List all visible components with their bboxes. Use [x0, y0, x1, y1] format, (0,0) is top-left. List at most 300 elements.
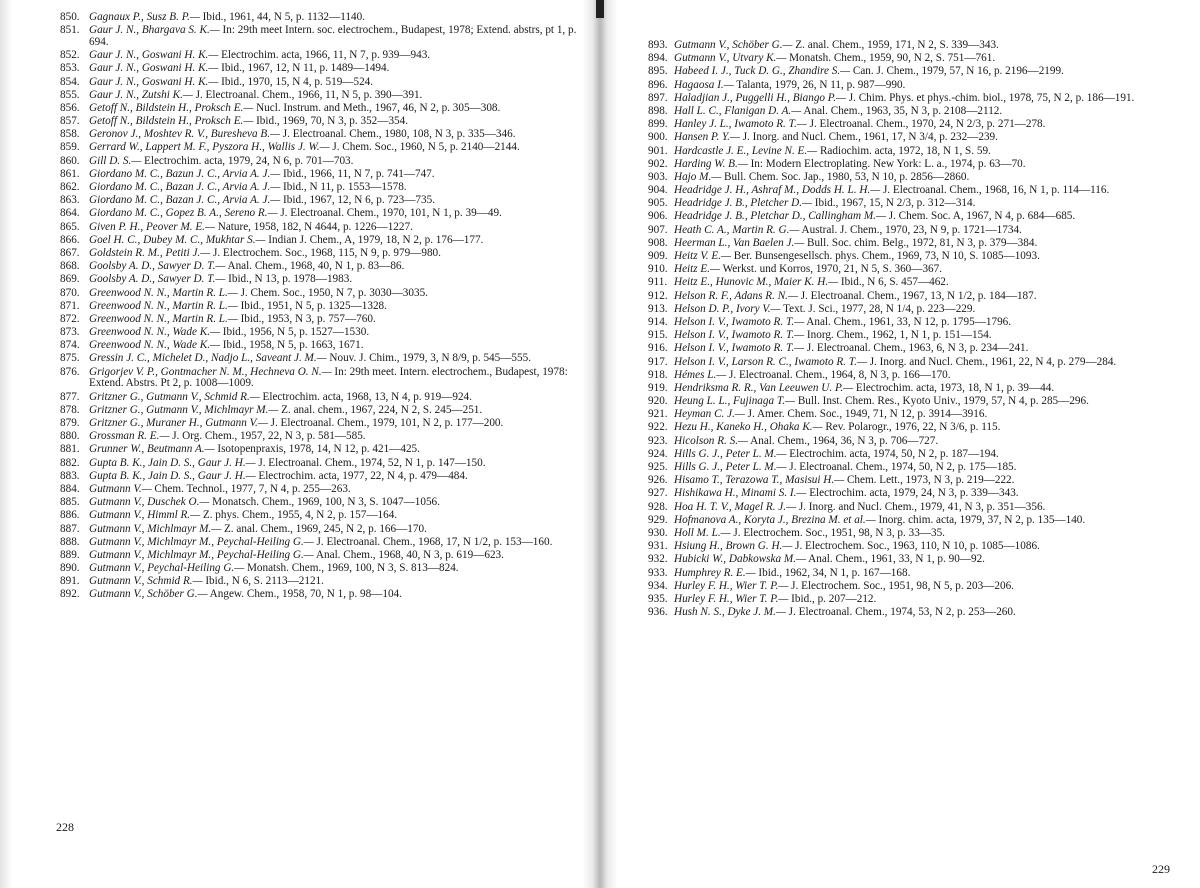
- reference-number: 899.: [648, 118, 668, 131]
- reference-entry: [648, 396, 1178, 408]
- reference-body: [674, 568, 1178, 580]
- reference-number: 862.: [60, 181, 80, 194]
- right-page-number: 229: [1152, 862, 1170, 876]
- reference-authors: Goolsby A. D., Sawyer D. T.—: [89, 260, 226, 273]
- reference-number: 926.: [648, 474, 668, 487]
- reference-number: 919.: [648, 381, 668, 394]
- reference-body: [89, 63, 580, 75]
- reference-entry: [648, 119, 1178, 131]
- reference-authors: Hall L. C., Flanigan D. A.—: [674, 104, 802, 117]
- reference-number: 855.: [60, 88, 80, 101]
- reference-entry: [648, 146, 1178, 158]
- reference-number: 904.: [648, 184, 668, 197]
- reference-source: Ibid., 1967, 12, N 11, p. 1489—1494.: [218, 62, 390, 75]
- reference-body: [89, 340, 580, 352]
- reference-body: [674, 264, 1178, 276]
- reference-source: Electrochim. acta, 1966, 11, N 7, p. 939—943.: [218, 49, 431, 62]
- reference-authors: Gressin J. C., Michelet D., Nadjo L., Saveant J. M.—: [89, 352, 327, 365]
- reference-number: 906.: [648, 210, 668, 223]
- reference-source: J. Inorg. and Nucl. Chem., 1961, 22, N 4, p. 279—284.: [866, 355, 1117, 368]
- reference-entry: [648, 277, 1178, 289]
- reference-body: [89, 444, 580, 456]
- reference-authors: Greenwood N. N., Wade K.—: [89, 339, 220, 352]
- reference-source: Ibid., N 13, p. 1978—1983.: [225, 273, 353, 286]
- reference-authors: Grigorjev V. P., Gontmacher N. M., Hechneva O. N.—: [89, 365, 332, 378]
- reference-number: 885.: [60, 496, 80, 509]
- reference-source: J. Amer. Chem. Soc., 1949, 71, N 12, p. 3914—3916.: [744, 408, 988, 421]
- reference-number: 890.: [60, 562, 80, 575]
- reference-body: [89, 301, 580, 313]
- reference-entry: [648, 93, 1178, 105]
- reference-source: Indian J. Chem., A, 1979, 18, N 2, p. 176—177.: [265, 233, 484, 246]
- reference-authors: Hezu H., Kaneko H., Ohaka K.—: [674, 421, 823, 434]
- reference-number: 918.: [648, 368, 668, 381]
- reference-source: J. Electroanal. Chem., 1979, 101, N 2, p. 177—200.: [267, 417, 504, 430]
- reference-source: Monatsh. Chem., 1969, 100, N 3, S. 813—824.: [244, 562, 459, 575]
- reference-body: [89, 327, 580, 339]
- reference-source: Anal. Chem., 1968, 40, N 3, p. 619—623.: [313, 548, 504, 561]
- reference-entry: [60, 12, 580, 24]
- reference-body: [89, 235, 580, 247]
- reference-source: Ibid., 1956, N 5, p. 1527—1530.: [219, 326, 370, 339]
- reference-body: [89, 129, 580, 141]
- reference-source: Text. J. Sci., 1977, 28, N 1/4, p. 223—229.: [780, 302, 976, 315]
- reference-entry: [648, 462, 1178, 474]
- reference-authors: Hurley F. H., Wier T. P.—: [674, 592, 789, 605]
- reference-authors: Hanley J. L., Iwamoto R. T.—: [674, 118, 807, 131]
- reference-number: 920.: [648, 395, 668, 408]
- reference-entry: [60, 563, 580, 575]
- reference-authors: Goel H. C., Dubey M. C., Mukhtar S.—: [89, 233, 266, 246]
- reference-source: J. Electroanal. Chem., 1974, 50, N 2, p. 175—185.: [786, 461, 1017, 473]
- reference-body: [674, 146, 1178, 158]
- reference-number: 878.: [60, 403, 80, 416]
- reference-body: [674, 172, 1178, 184]
- reference-entry: [648, 607, 1178, 619]
- reference-source: Ibid., p. 207—212.: [788, 592, 877, 605]
- reference-number: 903.: [648, 170, 668, 183]
- reference-authors: Humphrey R. E.—: [674, 566, 756, 579]
- reference-entry: [648, 264, 1178, 276]
- reference-entry: [60, 431, 580, 443]
- reference-number: 860.: [60, 154, 80, 167]
- reference-entry: [60, 77, 580, 89]
- reference-body: [674, 515, 1178, 527]
- reference-body: [89, 418, 580, 430]
- reference-number: 854.: [60, 75, 80, 88]
- reference-entry: [648, 594, 1178, 606]
- reference-entry: [648, 304, 1178, 316]
- reference-entry: [648, 238, 1178, 250]
- reference-entry: [60, 550, 580, 562]
- reference-body: [674, 475, 1178, 487]
- reference-authors: Gutmann V., Schöber G.—: [674, 39, 793, 51]
- reference-number: 892.: [60, 588, 80, 601]
- reference-body: [89, 353, 580, 365]
- reference-number: 887.: [60, 522, 80, 535]
- reference-source: Inorg. chim. acta, 1979, 37, N 2, p. 135—140.: [875, 513, 1086, 526]
- reference-source: J. Electrochem. Soc., 1951, 98, N 5, p. 203—206.: [788, 579, 1014, 592]
- reference-entry: [60, 576, 580, 588]
- reference-authors: Helson I. V., Iwamoto R. T.—: [674, 342, 805, 355]
- reference-authors: Greenwood N. N., Martin R. L.—: [89, 312, 238, 325]
- reference-entry: [60, 458, 580, 470]
- reference-source: J. Chem. Soc. A, 1967, N 4, p. 684—685.: [885, 210, 1076, 223]
- reference-number: 871.: [60, 299, 80, 312]
- reference-source: Bull. Soc. chim. Belg., 1972, 81, N 3, p. 379—384.: [804, 236, 1038, 249]
- reference-authors: Hush N. S., Dyke J. M.—: [674, 606, 786, 619]
- reference-body: [674, 40, 1178, 52]
- reference-body: [89, 484, 580, 496]
- reference-body: [89, 12, 580, 24]
- reference-number: 880.: [60, 430, 80, 443]
- reference-number: 884.: [60, 482, 80, 495]
- reference-entry: [648, 488, 1178, 500]
- reference-authors: Gutmann V., Michlmayr M., Peychal-Heiling G.—: [89, 548, 314, 561]
- reference-authors: Gutmann V., Schmid R.—: [89, 575, 203, 588]
- reference-body: [674, 93, 1178, 105]
- reference-authors: Gaur J. N., Goswani H. K.—: [89, 62, 219, 75]
- reference-body: [674, 66, 1178, 78]
- reference-source: Electrochim. acta, 1973, 18, N 1, p. 39—44.: [853, 381, 1055, 394]
- reference-entry: [60, 235, 580, 247]
- reference-source: Ibid., 1967, 12, N 6, p. 723—735.: [280, 194, 435, 207]
- reference-authors: Gaur J. N., Bhargava S. K.—: [89, 24, 220, 37]
- reference-body: [674, 211, 1178, 223]
- reference-source: J. Chem. Soc., 1960, N 5, p. 2140—2144.: [329, 141, 520, 154]
- reference-body: [674, 159, 1178, 171]
- reference-number: 891.: [60, 575, 80, 588]
- reference-source: In: 29th meet Intern. soc. electrochem., Budapest, 1978; Extend. abstrs, pt 1, p. 694.: [89, 24, 577, 48]
- reference-source: Z. anal. chem., 1967, 224, N 2, S. 245—251.: [278, 403, 483, 416]
- reference-number: 867.: [60, 246, 80, 259]
- reference-source: Ibid., 1962, 34, N 1, p. 167—168.: [755, 566, 911, 579]
- reference-authors: Gritzner G., Gutmann V., Michlmayr M.—: [89, 403, 279, 416]
- reference-body: [674, 80, 1178, 92]
- reference-body: [674, 277, 1178, 289]
- reference-authors: Heung L. L., Fujinaga T.—: [674, 395, 796, 408]
- reference-body: [674, 488, 1178, 500]
- reference-source: Radiochim. acta, 1972, 18, N 1, S. 59.: [817, 144, 991, 157]
- reference-body: [89, 288, 580, 300]
- reference-entry: [648, 80, 1178, 92]
- reference-number: 856.: [60, 101, 80, 114]
- reference-entry: [648, 185, 1178, 197]
- reference-authors: Hajo M.—: [674, 170, 722, 183]
- reference-entry: [60, 405, 580, 417]
- reference-body: [89, 156, 580, 168]
- reference-authors: Goldstein R. M., Petiti J.—: [89, 246, 211, 259]
- reference-authors: Helson R. F., Adans R. N.—: [674, 289, 798, 302]
- reference-authors: Geronov J., Moshtev R. V., Buresheva B.—: [89, 128, 280, 141]
- reference-entry: [60, 63, 580, 75]
- reference-body: [89, 563, 580, 575]
- reference-number: 916.: [648, 342, 668, 355]
- reference-authors: Gaur J. N., Zutshi K.—: [89, 88, 193, 101]
- reference-authors: Gill D. S.—: [89, 154, 142, 167]
- reference-authors: Hoa H. T. V., Magel R. J.—: [674, 500, 797, 513]
- reference-source: J. Electroanal. Chem., 1980, 108, N 3, p. 335—346.: [279, 128, 516, 141]
- reference-body: [89, 169, 580, 181]
- reference-entry: [648, 436, 1178, 448]
- reference-body: [89, 367, 580, 391]
- reference-number: 864.: [60, 207, 80, 220]
- reference-number: 870.: [60, 286, 80, 299]
- reference-number: 857.: [60, 115, 80, 128]
- reference-source: J. Chim. Phys. et phys.-chim. biol., 1978, 75, N 2, p. 186—191.: [845, 91, 1135, 104]
- reference-source: Ibid., 1953, N 3, p. 757—760.: [237, 312, 376, 325]
- reference-authors: Given P. H., Peover M. E.—: [89, 220, 215, 233]
- reference-number: 883.: [60, 469, 80, 482]
- reference-source: J. Electroanal. Chem., 1974, 53, N 2, p. 253—260.: [785, 606, 1016, 619]
- reference-body: [89, 261, 580, 273]
- reference-body: [674, 357, 1178, 369]
- reference-body: [674, 304, 1178, 316]
- reference-entry: [648, 172, 1178, 184]
- reference-authors: Greenwood N. N., Wade K.—: [89, 326, 220, 339]
- reference-number: 866.: [60, 233, 80, 246]
- reference-authors: Gutmann V., Schöber G.—: [89, 588, 208, 601]
- reference-source: Isotopenpraxis, 1978, 14, N 12, p. 421—425.: [214, 443, 420, 456]
- reference-body: [674, 317, 1178, 329]
- reference-body: [674, 528, 1178, 540]
- reference-source: Inorg. Chem., 1962, 1, N 1, p. 151—154.: [804, 329, 992, 342]
- reference-body: [674, 251, 1178, 263]
- reference-authors: Heitz V. E.—: [674, 250, 731, 262]
- reference-number: 897.: [648, 91, 668, 104]
- reference-authors: Hofmanova A., Koryta J., Brezina M. et al.—: [674, 513, 876, 526]
- reference-body: [89, 576, 580, 588]
- reference-source: Electrochim. acta, 1968, 13, N 4, p. 919—924.: [259, 390, 472, 403]
- right-reference-list: [602, 40, 1200, 620]
- reference-body: [89, 90, 580, 102]
- reference-entry: [60, 340, 580, 352]
- reference-entry: [60, 169, 580, 181]
- reference-authors: Headridge J. H., Ashraf M., Dodds H. L. H.—: [674, 184, 881, 197]
- reference-authors: Hishikawa H., Minami S. I.—: [674, 487, 807, 500]
- reference-authors: Hansen P. Y.—: [674, 131, 740, 144]
- right-page: [602, 0, 1200, 888]
- reference-source: Anal. Chem., 1963, 35, N 3, p. 2108—2112.: [801, 104, 1003, 117]
- reference-source: J. Electroanal. Chem., 1970, 24, N 2/3, p. 271—278.: [806, 118, 1046, 131]
- reference-body: [89, 248, 580, 260]
- reference-authors: Gupta B. K., Jain D. S., Gaur J. H.—: [89, 456, 256, 469]
- reference-source: Electrochim. acta, 1979, 24, N 3, p. 339—343.: [806, 487, 1019, 500]
- reference-entry: [60, 471, 580, 483]
- reference-source: Bull. Inst. Chem. Res., Kyoto Univ., 1979, 57, N 4, p. 285—296.: [795, 395, 1089, 408]
- reference-body: [89, 142, 580, 154]
- reference-entry: [60, 261, 580, 273]
- reference-entry: [648, 53, 1178, 65]
- reference-source: J. Electrochem. Soc., 1951, 98, N 3, p. 33—35.: [730, 526, 945, 539]
- reference-source: Z. anal. Chem., 1969, 245, N 2, p. 166—170.: [221, 522, 427, 535]
- reference-body: [89, 497, 580, 509]
- reference-number: 908.: [648, 236, 668, 249]
- reference-body: [89, 524, 580, 536]
- reference-number: 935.: [648, 592, 668, 605]
- reference-source: Rev. Polarogr., 1976, 22, N 3/6, p. 115.: [822, 421, 1001, 434]
- reference-body: [674, 502, 1178, 514]
- reference-authors: Gutmann V., Utvary K.—: [674, 52, 787, 65]
- reference-body: [674, 541, 1178, 553]
- reference-source: J. Electroanal. Chem., 1963, 6, N 3, p. 234—241.: [804, 342, 1029, 355]
- reference-body: [89, 208, 580, 220]
- reference-body: [674, 53, 1178, 65]
- reference-body: [674, 554, 1178, 566]
- reference-authors: Gutmann V.—: [89, 482, 152, 495]
- reference-source: Anal. Chem., 1961, 33, N 12, p. 1795—1796.: [804, 315, 1012, 328]
- reference-authors: Giordano M. C., Gopez B. A., Sereno R.—: [89, 207, 278, 220]
- reference-number: 888.: [60, 535, 80, 548]
- reference-source: Electrochim. acta, 1979, 24, N 6, p. 701—703.: [141, 154, 354, 167]
- reference-entry: [648, 211, 1178, 223]
- reference-number: 912.: [648, 289, 668, 302]
- reference-body: [89, 471, 580, 483]
- reference-number: 932.: [648, 553, 668, 566]
- reference-body: [89, 458, 580, 470]
- reference-entry: [60, 444, 580, 456]
- reference-body: [89, 314, 580, 326]
- reference-authors: Hubicki W., Dabkowska M.—: [674, 553, 806, 566]
- reference-body: [89, 589, 580, 601]
- reference-number: 889.: [60, 548, 80, 561]
- reference-entry: [60, 484, 580, 496]
- reference-body: [674, 370, 1178, 382]
- reference-authors: Holl M. L.—: [674, 526, 731, 539]
- reference-authors: Greenwood N. N., Martin R. L.—: [89, 299, 238, 312]
- reference-entry: [60, 116, 580, 128]
- reference-number: 886.: [60, 509, 80, 522]
- reference-entry: [60, 208, 580, 220]
- reference-body: [674, 436, 1178, 448]
- reference-authors: Grunner W., Beutmann A.—: [89, 443, 215, 456]
- reference-source: Ibid., 1967, 15, N 2/3, p. 312—314.: [811, 197, 976, 210]
- reference-source: J. Electroanal. Chem., 1968, 17, N 1/2, p. 153—160.: [313, 535, 553, 548]
- reference-body: [674, 343, 1178, 355]
- reference-number: 907.: [648, 223, 668, 236]
- reference-number: 910.: [648, 263, 668, 276]
- reference-authors: Heyman C. J.—: [674, 408, 745, 421]
- reference-number: 868.: [60, 260, 80, 273]
- reference-number: 874.: [60, 339, 80, 352]
- reference-source: J. Electroanal. Chem., 1974, 52, N 1, p. 147—150.: [255, 456, 486, 469]
- reference-number: 853.: [60, 62, 80, 75]
- reference-authors: Gutmann V., Michlmayr M., Peychal-Heiling G.—: [89, 535, 314, 548]
- reference-source: Ibid., N 11, p. 1553—1578.: [280, 181, 407, 194]
- reference-entry: [60, 301, 580, 313]
- reference-authors: Hendriksma R. R., Van Leeuwen U. P.—: [674, 381, 854, 394]
- reference-number: 863.: [60, 194, 80, 207]
- reference-entry: [648, 132, 1178, 144]
- reference-number: 924.: [648, 447, 668, 460]
- reference-body: [674, 198, 1178, 210]
- reference-source: Ibid., 1961, 44, N 5, p. 1132—1140.: [199, 11, 365, 23]
- reference-source: Ibid., 1966, 11, N 7, p. 741—747.: [280, 167, 435, 180]
- reference-authors: Gaur J. N., Goswani H. K.—: [89, 49, 219, 62]
- reference-authors: Hicolson R. S.—: [674, 434, 748, 447]
- reference-source: Ibid., N 6, S. 2113—2121.: [202, 575, 324, 588]
- reference-number: 915.: [648, 329, 668, 342]
- reference-body: [674, 581, 1178, 593]
- reference-source: J. Electroanal. Chem., 1966, 11, N 5, p. 390—391.: [192, 88, 423, 101]
- reference-body: [674, 291, 1178, 303]
- reference-entry: [60, 314, 580, 326]
- reference-source: In: 29th meet. Intern. electrochem., Budapest, 1978: Extend. Abstrs. Pt 2, p. 1008—1009.: [89, 365, 568, 390]
- reference-entry: [648, 106, 1178, 118]
- reference-authors: Heitz E., Hunovic M., Maier K. H.—: [674, 276, 839, 289]
- reference-authors: Goolsby A. D., Sawyer D. T.—: [89, 273, 226, 286]
- reference-number: 876.: [60, 365, 80, 378]
- reference-source: J. Org. Chem., 1957, 22, N 3, p. 581—585.: [169, 430, 366, 443]
- reference-source: Ber. Bunsengesellsch. phys. Chem., 1969, 73, N 10, S. 1085—1093.: [730, 250, 1040, 262]
- reference-number: 873.: [60, 326, 80, 339]
- reference-entry: [60, 288, 580, 300]
- reference-number: 851.: [60, 24, 80, 37]
- reference-source: Talanta, 1979, 26, N 11, p. 987—990.: [733, 78, 906, 91]
- reference-source: Austral. J. Chem., 1970, 23, N 9, p. 1721—1734.: [799, 223, 1022, 236]
- reference-source: J. Electroanal. Chem., 1970, 101, N 1, p. 39—49.: [277, 207, 502, 220]
- reference-number: 925.: [648, 461, 668, 473]
- reference-authors: Gritzner G., Gutmann V., Schmid R.—: [89, 390, 260, 403]
- reference-source: Electrochim. acta, 1974, 50, N 2, p. 187—194.: [786, 447, 999, 460]
- reference-source: J. Electroanal. Chem., 1968, 16, N 1, p. 114—116.: [880, 184, 1110, 197]
- reference-source: Nature, 1958, 182, N 4644, p. 1226—1227.: [214, 220, 413, 233]
- reference-authors: Gerrard W., Lappert M. F., Pyszora H., Wallis J. W.—: [89, 141, 330, 154]
- reference-authors: Gutmann V., Himml R.—: [89, 509, 201, 522]
- reference-authors: Gupta B. K., Jain D. S., Gaur J. H.—: [89, 469, 256, 482]
- reference-source: J. Electroanal. Chem., 1967, 13, N 1/2, p. 184—187.: [797, 289, 1037, 302]
- reference-entry: [648, 225, 1178, 237]
- reference-body: [674, 106, 1178, 118]
- reference-authors: Hurley F. H., Wier T. P.—: [674, 579, 789, 592]
- reference-source: J. Chem. Soc., 1950, N 7, p. 3030—3035.: [237, 286, 428, 299]
- reference-body: [674, 409, 1178, 421]
- reference-source: Chem. Technol., 1977, 7, N 4, p. 255—263.: [151, 482, 351, 495]
- reference-number: 895.: [648, 65, 668, 78]
- reference-authors: Gutmann V., Michlmayr M.—: [89, 522, 222, 535]
- reference-body: [674, 594, 1178, 606]
- reference-entry: [648, 449, 1178, 461]
- reference-authors: Harding W. B.—: [674, 157, 748, 170]
- reference-number: 901.: [648, 144, 668, 157]
- reference-number: 900.: [648, 131, 668, 144]
- reference-authors: Heath C. A., Martin R. G.—: [674, 223, 800, 236]
- reference-entry: [60, 90, 580, 102]
- reference-authors: Giordano M. C., Bazan J. C., Arvia A. J.—: [89, 194, 281, 207]
- reference-number: 931.: [648, 540, 668, 553]
- reference-number: 902.: [648, 157, 668, 170]
- reference-entry: [648, 515, 1178, 527]
- reference-number: 875.: [60, 352, 80, 365]
- reference-authors: Hills G. J., Peter L. M.—: [674, 461, 787, 473]
- reference-entry: [60, 248, 580, 260]
- reference-entry: [60, 497, 580, 509]
- reference-source: Ibid., 1958, N 5, p. 1663, 1671.: [219, 339, 364, 352]
- reference-authors: Heitz E.—: [674, 263, 720, 276]
- left-page: [0, 0, 598, 888]
- reference-authors: Gritzner G., Muraner H., Gutmann V.—: [89, 417, 268, 430]
- reference-authors: Headridge J. B., Pletcher D.—: [674, 197, 812, 210]
- reference-source: Z. phys. Chem., 1955, 4, N 2, p. 157—164.: [200, 509, 398, 522]
- reference-entry: [648, 383, 1178, 395]
- reference-authors: Habeed I. J., Tuck D. G., Zhandire S.—: [674, 65, 851, 78]
- reference-entry: [60, 418, 580, 430]
- reference-entry: [648, 502, 1178, 514]
- reference-authors: Headridge J. B., Pletchar D., Callingham M.—: [674, 210, 886, 223]
- reference-source: Ibid., 1951, N 5, p. 1325—1328.: [237, 299, 387, 312]
- reference-entry: [648, 198, 1178, 210]
- reference-authors: Hisamo T., Terazowa T., Masisui H.—: [674, 474, 845, 487]
